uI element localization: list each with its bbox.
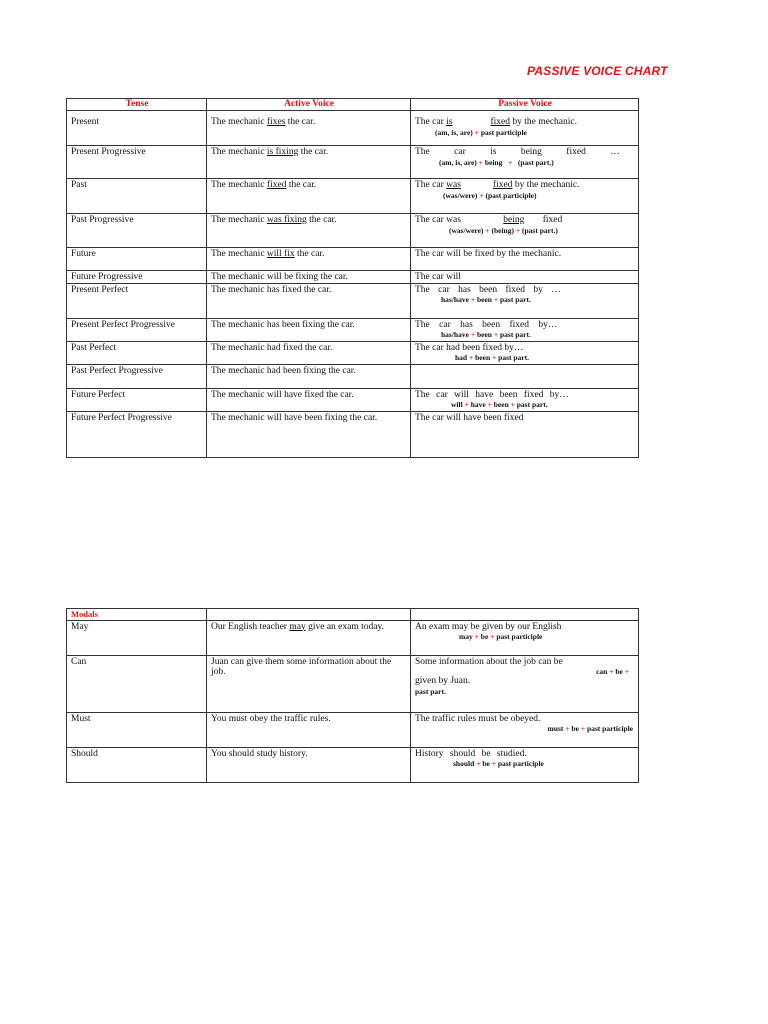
tense-cell: Future Perfect	[67, 388, 207, 411]
table-row	[67, 620, 639, 655]
active-cell: You must obey the traffic rules.	[207, 712, 411, 747]
active-cell: Our English teacher may give an exam today.	[207, 620, 411, 655]
active-cell: The mechanic will be fixing the car.	[207, 271, 411, 284]
modal-cell: Should	[67, 747, 207, 782]
tense-cell: Present	[67, 111, 207, 146]
active-cell: The mechanic was fixing the car.	[207, 214, 411, 248]
tense-cell: Future	[67, 248, 207, 271]
modal-cell: May	[67, 620, 207, 655]
tense-cell: Past Progressive	[67, 214, 207, 248]
active-cell: The mechanic has been fixing the car.	[207, 318, 411, 341]
formula: should + be + past participle	[453, 759, 544, 768]
formula: must + be + past participle	[547, 724, 633, 733]
formula: (am, is, are) + past participle	[435, 127, 527, 137]
active-cell: The mechanic fixes the car.	[207, 111, 411, 146]
table-row	[67, 111, 639, 146]
table-row	[67, 179, 639, 214]
passive-cell: History should be studied. should + be + past participle	[411, 747, 639, 782]
modal-table	[66, 608, 639, 783]
table-row	[67, 271, 639, 284]
header-passive: Passive Voice	[411, 99, 639, 111]
passive-cell: The car will have been fixed by… will + have + been + past part.	[411, 388, 639, 411]
tense-cell: Past Perfect Progressive	[67, 364, 207, 388]
chart-title: PASSIVE VOICE CHART	[527, 64, 668, 78]
modals-header: Modals	[67, 609, 207, 621]
formula: (am, is, are) + being + (past part.)	[439, 157, 554, 167]
table-row	[67, 388, 639, 411]
active-cell: The mechanic fixed the car.	[207, 179, 411, 214]
table-row	[67, 712, 639, 747]
table-row	[67, 341, 639, 364]
passive-cell	[411, 364, 639, 388]
table-row	[67, 318, 639, 341]
tense-cell: Past	[67, 179, 207, 214]
active-cell: The mechanic will fix the car.	[207, 248, 411, 271]
formula: will + have + been + past part.	[451, 400, 548, 409]
formula: has/have + been + past part.	[441, 330, 531, 339]
passive-cell: The car will	[411, 271, 639, 284]
passive-cell: The car was fixed by the mechanic. (was/were) + (past participle)	[411, 179, 639, 214]
header-active: Active Voice	[207, 99, 411, 111]
passive-cell: The car is fixed by the mechanic. (am, is, are) + past participle	[411, 111, 639, 146]
tense-table	[66, 98, 639, 458]
table-row	[67, 655, 639, 712]
tense-cell: Future Progressive	[67, 271, 207, 284]
formula: can + be +	[596, 667, 629, 676]
empty-cell	[207, 609, 411, 621]
table-row	[67, 283, 639, 318]
formula: has/have + been + past part.	[441, 295, 531, 304]
passive-cell: The car was being fixed (was/were) + (being) + (past part.)	[411, 214, 639, 248]
header-tense: Tense	[67, 99, 207, 111]
table-row	[67, 146, 639, 179]
passive-cell: The traffic rules must be obeyed. must + be + past participle	[411, 712, 639, 747]
formula: may + be + past participle	[459, 632, 543, 641]
tense-cell: Present Perfect	[67, 283, 207, 318]
header-row	[67, 99, 639, 111]
table-row	[67, 364, 639, 388]
table-row	[67, 411, 639, 457]
active-cell: Juan can give them some information about the job.	[207, 655, 411, 712]
formula: (was/were) + (being) + (past part.)	[449, 225, 558, 235]
active-cell: The mechanic is fixing the car.	[207, 146, 411, 179]
passive-cell: Some information about the job can be can + be + given by Juan. past part.	[411, 655, 639, 712]
passive-cell: The car will be fixed by the mechanic.	[411, 248, 639, 271]
tense-cell: Present Progressive	[67, 146, 207, 179]
tense-cell: Future Perfect Progressive	[67, 411, 207, 457]
passive-cell: The car had been fixed by… had + been + past part.	[411, 341, 639, 364]
passive-cell: An exam may be given by our English may + be + past participle	[411, 620, 639, 655]
tense-cell: Present Perfect Progressive	[67, 318, 207, 341]
tense-cell: Past Perfect	[67, 341, 207, 364]
modal-header-row	[67, 609, 639, 621]
passive-cell: The car has been fixed by… has/have + been + past part.	[411, 318, 639, 341]
passive-cell: The car is being fixed … (am, is, are) + being + (past part.)	[411, 146, 639, 179]
passive-cell: The car will have been fixed	[411, 411, 639, 457]
passive-cell: The car has been fixed by … has/have + been + past part.	[411, 283, 639, 318]
table-row	[67, 214, 639, 248]
formula: (was/were) + (past participle)	[443, 190, 537, 200]
modal-cell: Can	[67, 655, 207, 712]
active-cell: The mechanic had been fixing the car.	[207, 364, 411, 388]
active-cell: The mechanic will have fixed the car.	[207, 388, 411, 411]
active-cell: The mechanic had fixed the car.	[207, 341, 411, 364]
active-cell: The mechanic has fixed the car.	[207, 283, 411, 318]
table-row	[67, 747, 639, 782]
active-cell: The mechanic will have been fixing the car.	[207, 411, 411, 457]
formula: had + been + past part.	[455, 353, 529, 362]
empty-cell	[411, 609, 639, 621]
modal-cell: Must	[67, 712, 207, 747]
active-cell: You should study history.	[207, 747, 411, 782]
table-row	[67, 248, 639, 271]
